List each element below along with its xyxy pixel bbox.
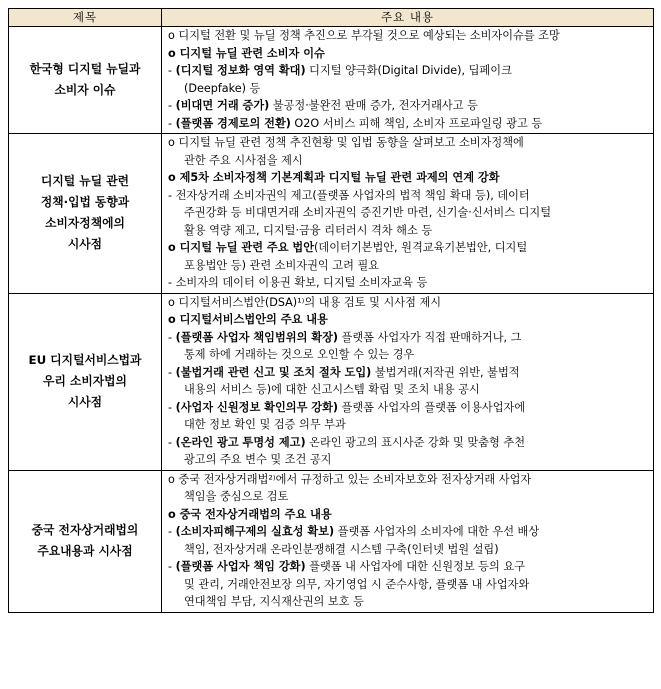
content-text-bold: (비대면 거래 증가) <box>175 99 270 112</box>
row-title-line: 우리 소비자법의 <box>43 374 127 388</box>
content-text-bold: (플랫폼 사업자 책임범위의 확장) <box>175 330 338 344</box>
content-line <box>168 471 649 489</box>
content-line <box>168 115 649 133</box>
content-text: 통제 하에 거래하는 것으로 오인할 수 있는 경우 <box>184 348 415 361</box>
content-text: 책임을 중심으로 검토 <box>184 490 289 503</box>
content-text: 연대책임 부담, 지식재산권의 보호 등 <box>184 595 364 608</box>
content-text: 포용법안 등) 관련 소비자권익 고려 필요 <box>184 258 380 272</box>
row-title <box>9 134 162 294</box>
summary-table <box>8 8 654 613</box>
content-text: - <box>168 435 176 449</box>
table-body <box>9 27 654 613</box>
content-text-bold: ο 디지털 뉴딜 관련 주요 법안 <box>168 241 315 254</box>
content-text: 불공정·불완전 판매 증가, 전자거래사고 등 <box>269 99 478 112</box>
content-line <box>168 364 649 382</box>
row-title-line: 시사점 <box>67 395 103 409</box>
content-text: 대한 정보 확인 및 검증 의무 부과 <box>184 418 346 431</box>
content-line <box>168 523 649 541</box>
table-row <box>9 134 654 294</box>
content-text: 내용의 서비스 등)에 대한 신고시스템 확립 및 조치 내용 공시 <box>184 383 480 396</box>
content-line <box>168 27 649 45</box>
content-text-bold: ο 중국 전자상거래법의 주요 내용 <box>168 507 332 521</box>
content-line <box>168 239 649 257</box>
content-text-bold: ο 제5차 소비자정책 기본계획과 디지털 뉴딜 관련 과제의 연계 강화 <box>168 171 500 184</box>
content-line <box>168 346 649 364</box>
content-text: ο 중국 전자상거래법²⁾에서 규정하고 있는 소비자보호와 전자상거래 사업자 <box>168 472 532 486</box>
content-text: 플랫폼 내 사업자에 대한 신원정보 등의 요구 <box>305 560 526 573</box>
content-line <box>168 381 649 399</box>
content-text: - <box>168 525 176 538</box>
row-content <box>162 134 654 294</box>
content-line <box>168 80 649 98</box>
content-line <box>168 187 649 205</box>
content-text: ο 디지털 뉴딜 관련 정책 추진현황 및 입법 동향을 살펴보고 소비자정책에 <box>168 136 524 149</box>
content-line <box>168 169 649 187</box>
content-line <box>168 97 649 115</box>
content-text: (Deepfake) 등 <box>184 81 261 95</box>
content-line <box>168 62 649 80</box>
content-text: - 전자상거래 소비자권익 제고(플랫폼 사업자의 법적 책임 확대 등), 데이터 <box>168 188 530 202</box>
row-content <box>162 470 654 612</box>
content-line <box>168 506 649 524</box>
content-text: 온라인 광고의 표시사준 강화 및 맞춤형 추천 <box>305 435 526 449</box>
row-content <box>162 293 654 470</box>
content-line <box>168 274 649 292</box>
content-line <box>168 541 649 559</box>
content-text: - <box>168 99 176 112</box>
content-line <box>168 451 649 469</box>
row-title-line: 한국형 디지털 뉴딜과 <box>29 62 141 76</box>
row-title-line: 소비자 이슈 <box>54 83 116 97</box>
content-line <box>168 294 649 312</box>
content-line <box>168 399 649 417</box>
content-text: 불법거래(저작권 위반, 불법적 <box>371 365 520 379</box>
row-title <box>9 27 162 134</box>
content-text: O2O 서비스 피해 책임, 소비자 프로파일링 광고 등 <box>290 116 543 130</box>
content-line <box>168 311 649 329</box>
content-text: 플랫폼 사업자가 직접 판매하거나, 그 <box>338 330 522 344</box>
content-line <box>168 576 649 594</box>
table-row <box>9 27 654 134</box>
row-title-line: 주요내용과 시사점 <box>37 544 133 558</box>
content-line <box>168 488 649 506</box>
content-text: ο 디지털서비스법안(DSA)¹⁾의 내용 검토 및 시사점 제시 <box>168 295 442 309</box>
content-line <box>168 152 649 170</box>
content-text: - <box>168 400 176 414</box>
row-title <box>9 293 162 470</box>
header-content: 주요 내용 <box>162 9 654 27</box>
row-title-line: EU 디지털서비스법과 <box>28 353 142 367</box>
content-text: - <box>168 560 176 573</box>
content-line <box>168 593 649 611</box>
row-title-line: 중국 전자상거래법의 <box>31 523 139 537</box>
content-text-bold: (플랫폼 사업자 책임 강화) <box>175 560 306 573</box>
content-text-bold: (플랫폼 경제로의 전환) <box>175 116 291 130</box>
content-line <box>168 434 649 452</box>
header-row <box>9 9 654 27</box>
content-line <box>168 416 649 434</box>
content-line <box>168 134 649 152</box>
content-text: - <box>168 330 176 344</box>
content-text: 플랫폼 사업자의 플랫폼 이용사업자에 <box>338 400 526 414</box>
content-text: ο 디지털 전환 및 뉴딜 정책 추진으로 부각될 것으로 예상되는 소비자이슈를 조망 <box>168 29 560 42</box>
content-text: 책임, 전자상거래 온라인분쟁해결 시스템 구축(인터넷 법원 설립) <box>184 542 499 556</box>
content-line <box>168 558 649 576</box>
content-text-bold: (사업자 신원정보 확인의무 강화) <box>175 400 338 414</box>
content-text: 및 관리, 거래안전보장 의무, 자기영업 시 준수사항, 플랫폼 내 사업자와 <box>184 577 530 591</box>
content-text: - <box>168 365 176 379</box>
row-content <box>162 27 654 134</box>
table-row <box>9 470 654 612</box>
content-text: 디지털 양극화(Digital Divide), 딥페이크 <box>305 64 512 77</box>
content-text: (데이터기본법안, 원격교육기본법안, 디지털 <box>314 241 528 254</box>
row-title-line: 시사점 <box>67 237 103 252</box>
content-line <box>168 222 649 240</box>
table-row <box>9 293 654 470</box>
content-line <box>168 257 649 275</box>
content-line <box>168 329 649 347</box>
content-text: 활용 역량 제고, 디지털·금융 리터러시 격차 해소 등 <box>184 223 433 237</box>
content-text-bold: ο 디지털서비스법안의 주요 내용 <box>168 313 328 326</box>
content-line <box>168 204 649 222</box>
content-text: - <box>168 116 176 130</box>
content-line <box>168 45 649 63</box>
content-text-bold: (소비자피해구제의 실효성 확보) <box>175 525 335 538</box>
content-text-bold: (불법거래 관련 신고 및 조치 절차 도입) <box>175 365 372 379</box>
content-text: - 소비자의 데이터 이용권 확보, 디지털 소비자교육 등 <box>168 276 428 289</box>
row-title-line: 소비자정책에의 <box>45 216 125 231</box>
content-text: 플랫폼 사업자의 소비자에 대한 우선 배상 <box>334 525 540 538</box>
row-title <box>9 470 162 612</box>
row-title-line: 정책·입법 동향과 <box>40 195 130 210</box>
content-text: 광고의 주요 변수 및 조건 공지 <box>184 453 332 466</box>
content-text: - <box>168 64 176 77</box>
content-text-bold: (디지털 정보화 영역 확대) <box>175 64 306 77</box>
content-text-bold: (온라인 광고 투명성 제고) <box>175 435 306 449</box>
header-title: 제목 <box>9 9 162 27</box>
content-text: 주권강화 등 비대면거래 소비자권익 증진기반 마련, 신기술·신서비스 디지털 <box>184 206 552 219</box>
content-text-bold: ο 디지털 뉴딜 관련 소비자 이슈 <box>168 46 325 60</box>
content-text: 관한 주요 시사점을 제시 <box>184 153 303 167</box>
row-title-line: 디지털 뉴딜 관련 <box>41 174 129 189</box>
